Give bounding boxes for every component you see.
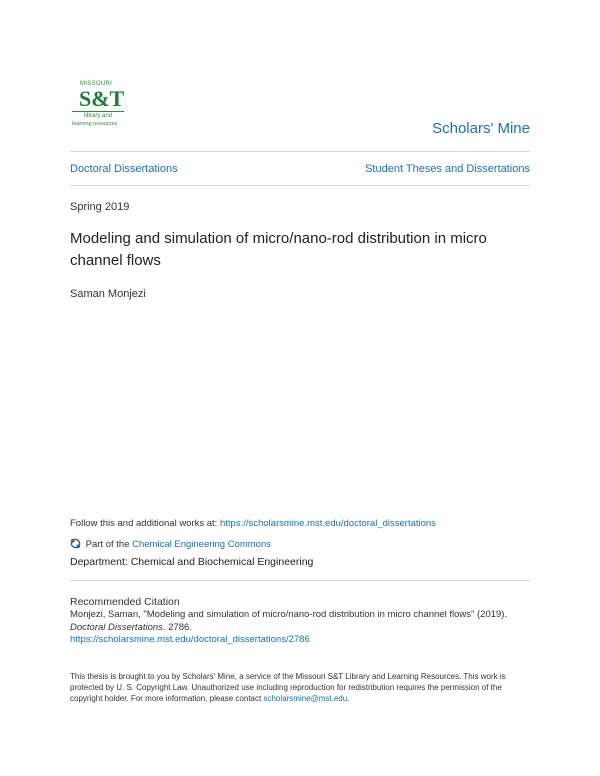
part-of-line (70, 538, 271, 550)
logo-rule (72, 111, 124, 112)
student-theses-link[interactable]: Student Theses and Dissertations (365, 163, 530, 175)
network-icon (70, 538, 81, 549)
logo-line3: library and (84, 113, 113, 119)
footer-notice (70, 671, 532, 704)
citation-line2 (70, 622, 540, 635)
footer-text: This thesis is brought to you by Scholars' Mine, a service of the Missouri S&T Library and Learning Resources. This work is protected by U. S. Copyright Law. Unauthorized use including reproduction for redistribution requires the permission of the copyright holder. For more information, please contact (70, 672, 506, 703)
scholars-mine-link[interactable]: Scholars' Mine (432, 120, 530, 137)
citation-journal: Doctoral Dissertations (70, 621, 163, 633)
department-value: Chemical and Biochemical Engineering (130, 556, 314, 568)
publication-date: Spring 2019 (70, 201, 130, 213)
footer-end: . (347, 694, 350, 703)
contact-email-link[interactable]: scholarsmine@mst.edu (263, 694, 348, 703)
divider-citation (70, 580, 530, 581)
follow-line (70, 518, 436, 529)
citation-line1: Monjezi, Saman, "Modeling and simulation of micro/nano-rod distribution in micro channel flows" (2019). (70, 609, 508, 620)
chemical-engineering-commons-link[interactable]: Chemical Engineering Commons (132, 539, 271, 550)
recommended-citation-label: Recommended Citation (70, 596, 180, 608)
citation-block (70, 609, 540, 647)
divider-top (70, 151, 530, 152)
citation-url-link[interactable]: https://scholarsmine.mst.edu/doctoral_dissertations/2786 (70, 634, 310, 645)
author-name: Saman Monjezi (70, 288, 146, 300)
department-line (70, 556, 313, 568)
document-title: Modeling and simulation of micro/nano-rod distribution in micro channel flows (70, 230, 487, 269)
logo-line4: learning resources (72, 121, 118, 127)
part-of-prefix: Part of the (85, 539, 130, 550)
citation-number: . 2786. (162, 621, 192, 633)
follow-prefix: Follow this and additional works at: (70, 518, 218, 529)
department-label: Department: (70, 556, 128, 568)
follow-url-link[interactable]: https://scholarsmine.mst.edu/doctoral_dissertations (219, 518, 436, 529)
doctoral-dissertations-link[interactable]: Doctoral Dissertations (70, 163, 178, 175)
logo-line2: S&T (79, 86, 125, 111)
divider-nav (70, 185, 530, 186)
logo-line1: MISSOURI (80, 81, 113, 87)
missouri-st-logo (70, 80, 126, 136)
